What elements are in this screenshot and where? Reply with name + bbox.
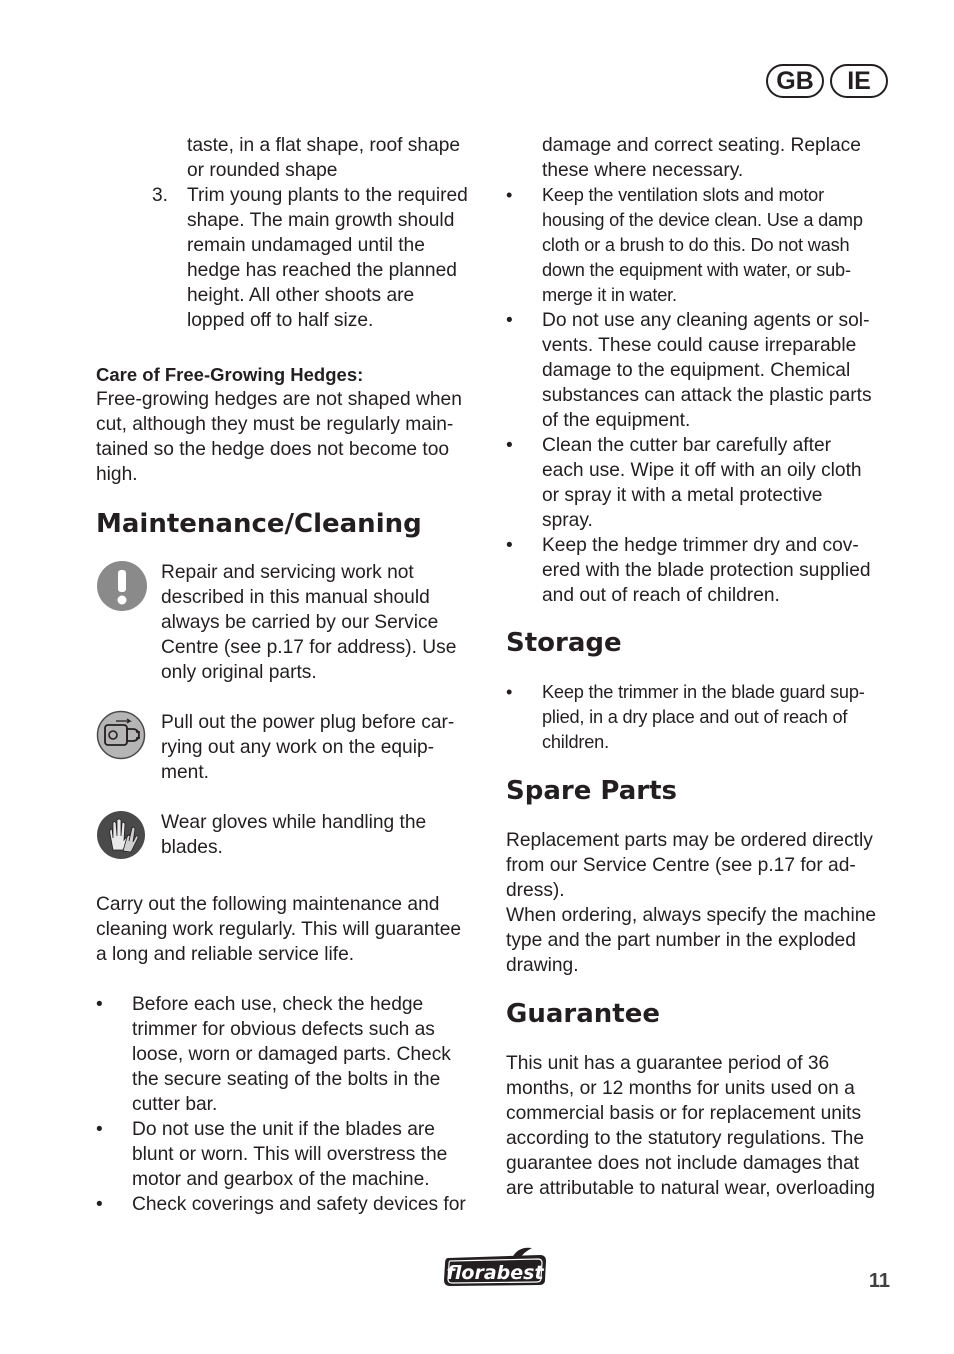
text-line: the secure seating of the bolts in the — [132, 1069, 441, 1090]
spare-parts-paragraph — [506, 828, 896, 978]
care-paragraph — [96, 387, 486, 487]
text-line: housing of the device clean. Use a damp — [542, 210, 863, 230]
continued-step — [96, 133, 486, 183]
text-line: Carry out the following maintenance and — [96, 894, 440, 915]
page-number: 11 — [868, 1270, 890, 1292]
text-line: cloth or a brush to do this. Do not wash — [542, 235, 850, 255]
text-line: ment. — [161, 762, 209, 783]
list-item — [96, 1192, 486, 1217]
text-line: high. — [96, 464, 138, 485]
maintenance-heading: Maintenance/Cleaning — [96, 509, 422, 539]
text-line: cutter bar. — [132, 1094, 218, 1115]
text-line: merge it in water. — [542, 285, 677, 305]
text-line: vents. These could cause irreparable — [542, 335, 857, 356]
bullet: • — [96, 1194, 103, 1215]
exclamation-icon — [96, 560, 161, 619]
text-line: type and the part number in the exploded — [506, 930, 856, 951]
text-line: from our Service Centre (see p.17 for ad- — [506, 855, 856, 876]
bullet: • — [506, 310, 513, 331]
bullet: • — [506, 435, 513, 456]
text-line: Check coverings and safety devices for — [132, 1194, 466, 1215]
text-line: Replacement parts may be ordered directly — [506, 830, 873, 851]
note-gloves — [96, 810, 486, 867]
gloves-icon — [96, 810, 161, 867]
text-line: or rounded shape — [187, 160, 338, 181]
text-line: substances can attack the plastic parts — [542, 385, 872, 406]
text-line: Trim young plants to the required — [187, 185, 468, 206]
spare-parts-heading: Spare Parts — [506, 776, 678, 806]
continued-bullet — [506, 133, 896, 183]
text-line: taste, in a flat shape, roof shape — [187, 135, 461, 156]
text-line: shape. The main growth should — [187, 210, 455, 231]
text-line: ered with the blade protection supplied — [542, 560, 871, 581]
text-line: cut, although they must be regularly main- — [96, 414, 454, 435]
note-plug — [96, 710, 486, 785]
text-line: spray. — [542, 510, 593, 531]
text-line: This unit has a guarantee period of 36 — [506, 1053, 830, 1074]
text-line: of the equipment. — [542, 410, 691, 431]
florabest-logo — [442, 1244, 548, 1288]
bullet: • — [506, 682, 513, 702]
left-column — [96, 133, 486, 1217]
bullet: • — [506, 185, 513, 205]
text-line: damage to the equipment. Chemical — [542, 360, 851, 381]
list-item — [506, 183, 896, 308]
text-line: children. — [542, 732, 609, 752]
text-line: height. All other shoots are — [187, 285, 415, 306]
text-line: these where necessary. — [542, 160, 744, 181]
guarantee-paragraph — [506, 1051, 896, 1201]
text-line: a long and reliable service life. — [96, 944, 355, 965]
list-item — [506, 533, 896, 608]
text-line: or spray it with a metal protective — [542, 485, 823, 506]
list-item — [506, 680, 896, 755]
list-item — [96, 1117, 486, 1192]
power-plug-icon — [96, 710, 161, 767]
text-line: drawing. — [506, 955, 579, 976]
list-item — [506, 308, 896, 433]
text-line: hedge has reached the planned — [187, 260, 457, 281]
text-line: cleaning work regularly. This will guarantee — [96, 919, 462, 940]
text-line: remain undamaged until the — [187, 235, 425, 256]
text-line: Do not use any cleaning agents or sol- — [542, 310, 870, 331]
bullet: • — [96, 994, 103, 1015]
text-line: Clean the cutter bar carefully after — [542, 435, 832, 456]
storage-heading: Storage — [506, 628, 622, 658]
text-line: months, or 12 months for units used on a — [506, 1078, 855, 1099]
maintenance-intro — [96, 892, 486, 967]
bullet: • — [506, 535, 513, 556]
maintenance-bullets — [96, 992, 486, 1217]
step-3 — [96, 183, 486, 333]
text-line: only original parts. — [161, 662, 317, 683]
text-line: dress). — [506, 880, 565, 901]
text-line: according to the statutory regulations. The — [506, 1128, 865, 1149]
text-line: motor and gearbox of the machine. — [132, 1169, 430, 1190]
text-line: When ordering, always specify the machine — [506, 905, 877, 926]
text-line: guarantee does not include damages that — [506, 1153, 860, 1174]
right-column — [506, 133, 896, 1201]
text-line: always be carried by our Service — [161, 612, 439, 633]
list-item — [96, 992, 486, 1117]
text-line: plied, in a dry place and out of reach of — [542, 707, 848, 727]
text-line: loose, worn or damaged parts. Check — [132, 1044, 451, 1065]
logo-wordmark: florabest — [446, 1262, 544, 1284]
text-line: blunt or worn. This will overstress the — [132, 1144, 448, 1165]
text-line: Keep the trimmer in the blade guard sup- — [542, 682, 865, 702]
text-line: lopped off to half size. — [187, 310, 374, 331]
text-line: described in this manual should — [161, 587, 430, 608]
text-line: and out of reach of children. — [542, 585, 780, 606]
lang-badge-ie: IE — [830, 64, 888, 98]
step-3-text — [187, 183, 468, 333]
text-line: Before each use, check the hedge — [132, 994, 424, 1015]
text-line: Keep the ventilation slots and motor — [542, 185, 824, 205]
text-line: commercial basis or for replacement units — [506, 1103, 862, 1124]
text-line: Centre (see p.17 for address). Use — [161, 637, 457, 658]
text-line: Repair and servicing work not — [161, 562, 414, 583]
text-line: tained so the hedge does not become too — [96, 439, 450, 460]
text-line: blades. — [161, 837, 223, 858]
text-line: Do not use the unit if the blades are — [132, 1119, 435, 1140]
guarantee-heading: Guarantee — [506, 999, 660, 1029]
text-line: down the equipment with water, or sub- — [542, 260, 851, 280]
text-line: each use. Wipe it off with an oily cloth — [542, 460, 862, 481]
text-line: Keep the hedge trimmer dry and cov- — [542, 535, 859, 556]
step-number: 3. — [151, 185, 168, 206]
bullet: • — [96, 1119, 103, 1140]
text-line: rying out any work on the equip- — [161, 737, 435, 758]
text-line: are attributable to natural wear, overloading — [506, 1178, 876, 1199]
note-service — [96, 560, 486, 685]
list-item — [506, 433, 896, 533]
care-heading: Care of Free-Growing Hedges: — [96, 364, 364, 385]
lang-badge-gb: GB — [766, 64, 824, 98]
text-line: Wear gloves while handling the — [161, 812, 427, 833]
text-line: trimmer for obvious defects such as — [132, 1019, 435, 1040]
text-line: Free-growing hedges are not shaped when — [96, 389, 462, 410]
text-line: damage and correct seating. Replace — [542, 135, 861, 156]
text-line: Pull out the power plug before car- — [161, 712, 455, 733]
